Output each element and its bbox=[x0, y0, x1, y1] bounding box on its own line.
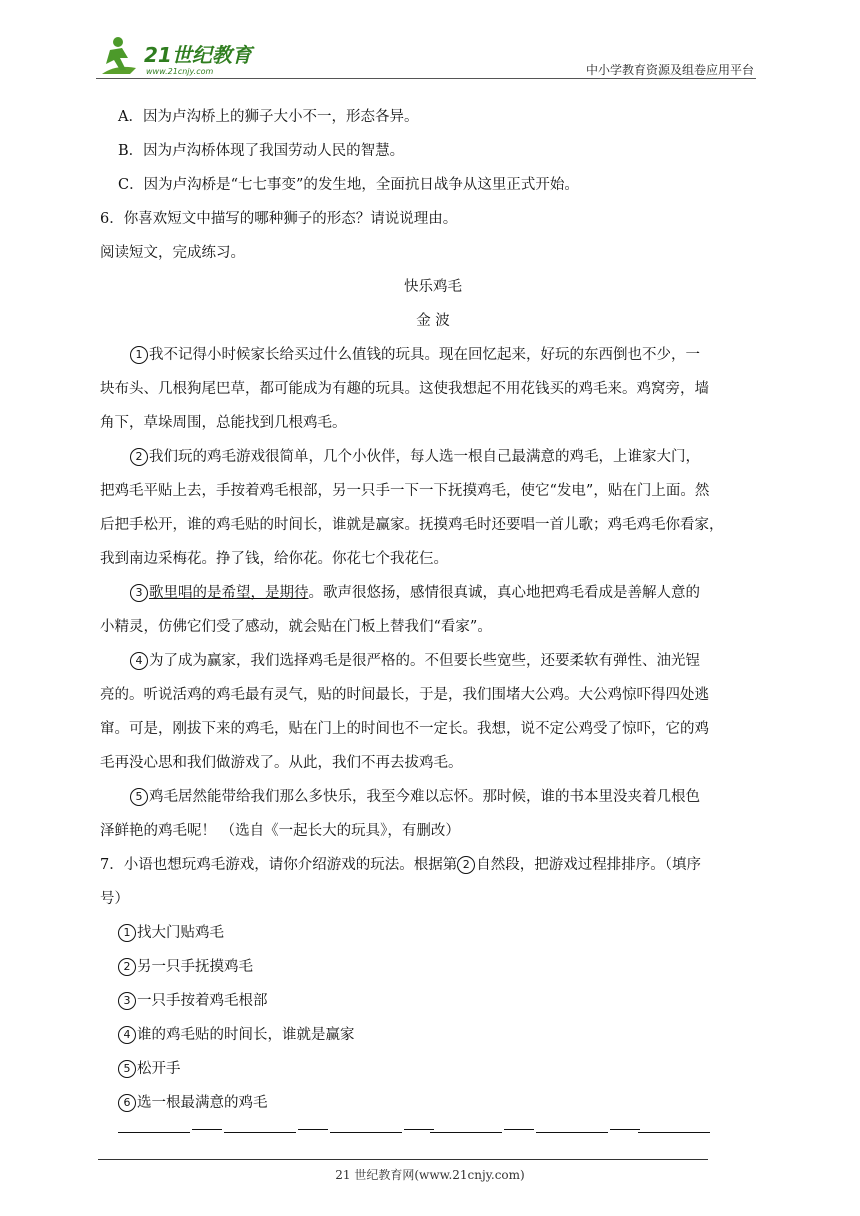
paragraph-2-line-2: 把鸡毛平贴上去，手按着鸡毛根部，另一只手一下一下抚摸鸡毛，使它“发电”，贴在门上面。然 bbox=[100, 483, 710, 499]
article-title: 快乐鸡毛 bbox=[404, 279, 462, 295]
answer-blank[interactable] bbox=[224, 1132, 296, 1133]
paragraph-4-line-2: 亮的。听说活鸡的鸡毛最有灵气，贴的时间最长，于是，我们围堵大公鸡。大公鸡惊吓得四处逃 bbox=[100, 687, 709, 703]
paragraph-number: 2 bbox=[457, 856, 475, 874]
paragraph-number: 4 bbox=[130, 652, 148, 670]
answer-blank[interactable] bbox=[536, 1132, 608, 1133]
step-item: 6 选一根最满意的鸡毛 bbox=[118, 1086, 766, 1120]
paragraph-4-line-1: 4 为了成为赢家，我们选择鸡毛是很严格的。不但要长些宽些，还要柔软有弹性、油光锃 bbox=[118, 644, 766, 678]
paragraph-4-line-3: 窜。可是，刚拔下来的鸡毛，贴在门上的时间也不一定长。我想，说不定公鸡受了惊吓，它的鸡 bbox=[100, 721, 709, 737]
question-7-line-2: 号） bbox=[100, 891, 129, 907]
paragraph-2-line-4: 我到南边采梅花。挣了钱，给你花。你花七个我花仨。 bbox=[100, 551, 448, 567]
svg-text:www.21cnjy.com: www.21cnjy.com bbox=[146, 67, 214, 76]
answer-blank[interactable] bbox=[118, 1132, 190, 1133]
option-c: C．因为卢沟桥是“七七事变”的发生地，全面抗日战争从这里正式开始。 bbox=[118, 177, 579, 193]
answer-blanks bbox=[118, 1132, 718, 1138]
underlined-sentence: 歌里唱的是希望，是期待 bbox=[149, 585, 309, 601]
paragraph-1-line-1: 1 我不记得小时候家长给买过什么值钱的玩具。现在回忆起来，好玩的东西倒也不少，一 bbox=[118, 338, 766, 372]
paragraph-4-line-4: 毛再没心思和我们做游戏了。从此，我们不再去拔鸡毛。 bbox=[100, 755, 463, 771]
page-footer: 21 世纪教育网(www.21cnjy.com) bbox=[335, 1168, 525, 1182]
paragraph-number: 3 bbox=[130, 584, 148, 602]
paragraph-3-line-2: 小精灵，仿佛它们受了感动，就会贴在门板上替我们“看家”。 bbox=[100, 619, 492, 635]
step-item: 4 谁的鸡毛贴的时间长，谁就是赢家 bbox=[118, 1018, 766, 1052]
platform-text: 中小学教育资源及组卷应用平台 bbox=[585, 63, 754, 77]
reading-instruction: 阅读短文，完成练习。 bbox=[100, 245, 245, 261]
option-a: A．因为卢沟桥上的狮子大小不一，形态各异。 bbox=[118, 109, 419, 125]
footer-divider bbox=[98, 1159, 708, 1160]
paragraph-1-line-2: 块布头、几根狗尾巴草，都可能成为有趣的玩具。这使我想起不用花钱买的鸡毛来。鸡窝旁，墙 bbox=[100, 381, 709, 397]
paragraph-number: 2 bbox=[130, 448, 148, 466]
article-author: 金 波 bbox=[416, 313, 450, 329]
paragraph-5-line-2: 泽鲜艳的鸡毛呢！ （选自《一起长大的玩具》，有删改） bbox=[100, 823, 460, 839]
dash-separator bbox=[404, 1129, 434, 1130]
document-body bbox=[100, 100, 766, 1120]
paragraph-3-line-1: 3 歌里唱的是希望，是期待。歌声很悠扬，感情很真诚，真心地把鸡毛看成是善解人意的 bbox=[118, 576, 766, 610]
answer-blank[interactable] bbox=[330, 1132, 402, 1133]
question-6: 6．你喜欢短文中描写的哪种狮子的形态？请说说理由。 bbox=[100, 211, 458, 227]
dash-separator bbox=[298, 1129, 328, 1130]
site-logo bbox=[96, 34, 266, 80]
question-7-line-1: 7．小语也想玩鸡毛游戏，请你介绍游戏的玩法。根据第 2 自然段，把游戏过程排排序。（填序 bbox=[100, 857, 701, 873]
paragraph-2-line-3: 后把手松开，谁的鸡毛贴的时间长，谁就是赢家。抚摸鸡毛时还要唱一首儿歌；鸡毛鸡毛你看家， bbox=[100, 517, 724, 533]
step-item: 5 松开手 bbox=[118, 1052, 766, 1086]
step-item: 1 找大门贴鸡毛 bbox=[118, 916, 766, 950]
dash-separator bbox=[504, 1129, 534, 1130]
answer-blank[interactable] bbox=[638, 1132, 710, 1133]
step-item: 3 一只手按着鸡毛根部 bbox=[118, 984, 766, 1018]
svg-text:21世纪教育: 21世纪教育 bbox=[144, 43, 252, 67]
paragraph-5-line-1: 5 鸡毛居然能带给我们那么多快乐，我至今难以忘怀。那时候，谁的书本里没夹着几根色 bbox=[118, 780, 766, 814]
paragraph-2-line-1: 2 我们玩的鸡毛游戏很简单，几个小伙伴，每人选一根自己最满意的鸡毛，上谁家大门， bbox=[118, 440, 766, 474]
dash-separator bbox=[192, 1129, 222, 1130]
option-b: B．因为卢沟桥体现了我国劳动人民的智慧。 bbox=[118, 143, 405, 159]
paragraph-number: 5 bbox=[130, 788, 148, 806]
header-divider bbox=[96, 78, 756, 79]
step-list bbox=[118, 916, 766, 1120]
step-item: 2 另一只手抚摸鸡毛 bbox=[118, 950, 766, 984]
page-header bbox=[96, 34, 756, 82]
dash-separator bbox=[610, 1129, 640, 1130]
paragraph-1-line-3: 角下，草垛周围，总能找到几根鸡毛。 bbox=[100, 415, 347, 431]
paragraph-number: 1 bbox=[130, 346, 148, 364]
answer-blank[interactable] bbox=[430, 1132, 502, 1133]
